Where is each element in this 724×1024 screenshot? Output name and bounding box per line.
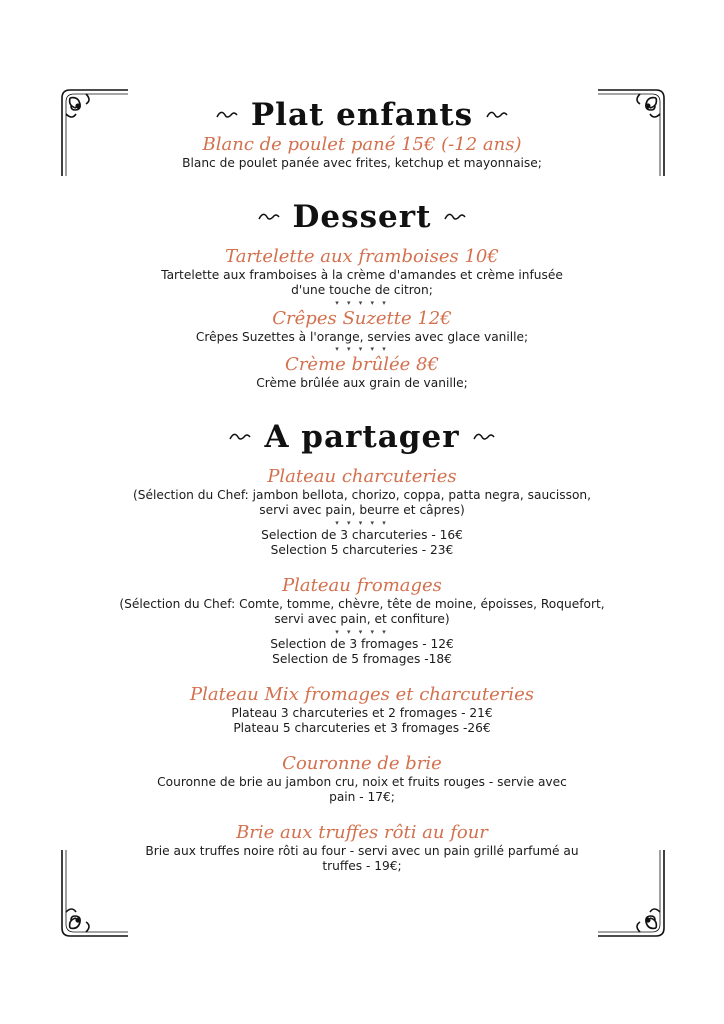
section-title-dessert: Dessert	[110, 198, 614, 236]
item-description: d'une touche de citron;	[291, 283, 433, 297]
swirl-icon	[257, 211, 281, 223]
swirl-icon	[443, 211, 467, 223]
item-title: Couronne de brie	[282, 752, 442, 774]
item-description: servi avec pain, et confiture)	[274, 612, 450, 626]
item-title: Tartelette aux framboises 10€	[225, 245, 499, 267]
price-option: Selection de 3 charcuteries - 16€	[261, 527, 463, 542]
separator: ▾ ▾ ▾ ▾ ▾	[335, 627, 389, 636]
item-title: Plateau charcuteries	[267, 465, 457, 487]
item-description: (Sélection du Chef: Comte, tomme, chèvre, tête de moine, époisses, Roquefort,	[119, 596, 605, 611]
item-title: Crêpes Suzette 12€	[272, 307, 452, 329]
menu-content	[110, 96, 614, 875]
item-description: Brie aux truffes noire rôti au four - servi avec un pain grillé parfumé au	[145, 843, 579, 858]
swirl-icon	[472, 431, 496, 443]
separator: ▾ ▾ ▾ ▾ ▾	[335, 518, 389, 527]
item-title: Crème brûlée 8€	[285, 354, 439, 375]
item-description: truffes - 19€;	[322, 859, 402, 873]
item-description: Tartelette aux framboises à la crème d'amandes et crème infusée	[161, 267, 563, 282]
swirl-icon	[215, 109, 239, 121]
separator: ▾ ▾ ▾ ▾ ▾	[335, 298, 389, 307]
price-option: Selection 5 charcuteries - 23€	[270, 543, 454, 557]
item-description: servi avec pain, beurre et câpres)	[259, 503, 465, 517]
item-description: (Sélection du Chef: jambon bellota, chorizo, coppa, patta negra, saucisson,	[132, 487, 592, 502]
price-option: Selection de 3 fromages - 12€	[270, 636, 454, 651]
section-title-a-partager: A partager	[110, 418, 614, 456]
swirl-icon	[485, 109, 509, 121]
item-description: pain - 17€;	[329, 790, 395, 804]
item-title: Plateau fromages	[282, 574, 442, 596]
item-description: Couronne de brie au jambon cru, noix et fruits rouges - servie avec	[157, 774, 567, 789]
section-title-plat-enfants: Plat enfants	[110, 96, 614, 134]
price-option: Selection de 5 fromages -18€	[272, 652, 452, 666]
item-description: Blanc de poulet panée avec frites, ketchup et mayonnaise;	[182, 156, 542, 170]
price-option: Plateau 3 charcuteries et 2 fromages - 21€	[231, 705, 493, 720]
item-title: Blanc de poulet pané 15€ (-12 ans)	[202, 134, 522, 155]
price-option: Plateau 5 charcuteries et 3 fromages -26€	[233, 721, 491, 735]
swirl-icon	[228, 431, 252, 443]
item-description: Crème brûlée aux grain de vanille;	[256, 376, 468, 390]
separator: ▾ ▾ ▾ ▾ ▾	[335, 345, 389, 353]
item-title: Brie aux truffes rôti au four	[236, 821, 488, 843]
item-title: Plateau Mix fromages et charcuteries	[189, 683, 535, 705]
item-description: Crêpes Suzettes à l'orange, servies avec glace vanille;	[195, 329, 529, 344]
